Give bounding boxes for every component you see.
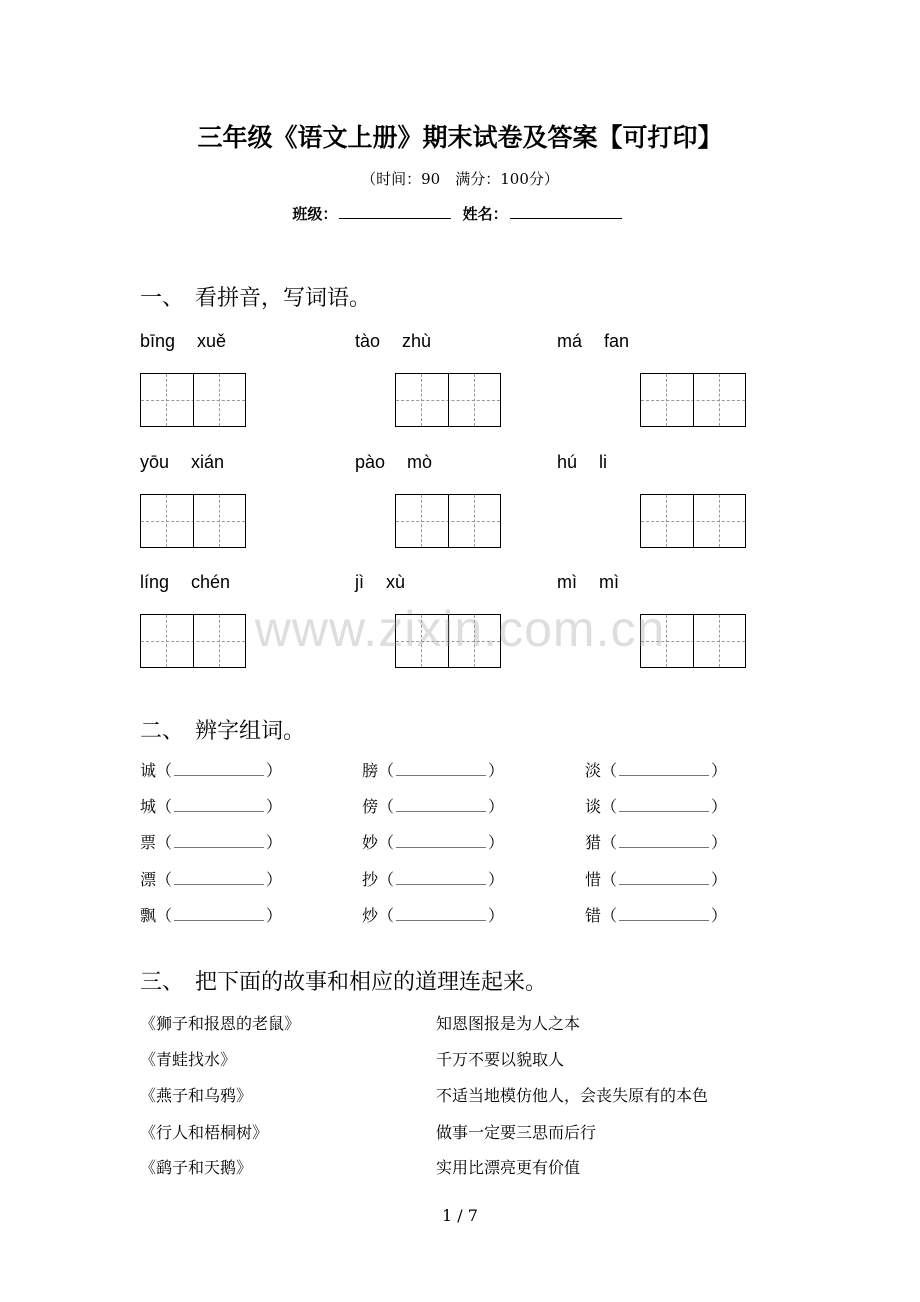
answer-blank[interactable] (396, 835, 486, 848)
char-label: 票 (140, 833, 157, 852)
answer-blank[interactable] (619, 763, 709, 776)
story-title[interactable]: 《青蛙找水》 (140, 1050, 237, 1069)
pinyin-label (140, 452, 246, 473)
char-compound-item (140, 867, 282, 890)
moral-text[interactable]: 千万不要以貌取人 (436, 1050, 565, 1069)
char-label: 炒 (362, 906, 379, 925)
paren-close: ） (711, 761, 728, 780)
pinyin-syllable: yōu (140, 452, 170, 472)
class-blank[interactable] (339, 204, 451, 219)
pinyin-label (557, 572, 641, 593)
char-label: 城 (140, 797, 157, 816)
paren-close: ） (711, 906, 728, 925)
char-label: 错 (585, 906, 602, 925)
paren-open: （ (156, 797, 173, 816)
name-blank[interactable] (510, 204, 622, 219)
writing-grid[interactable] (395, 373, 501, 427)
paren-open: （ (601, 906, 618, 925)
pinyin-syllable: mì (557, 572, 577, 592)
pinyin-syllable: zhù (402, 331, 432, 351)
char-compound-item (362, 830, 504, 853)
char-label: 诚 (140, 761, 157, 780)
paren-open: （ (378, 833, 395, 852)
pinyin-label (355, 572, 427, 593)
char-label: 谈 (585, 797, 602, 816)
answer-blank[interactable] (619, 908, 709, 921)
pinyin-label (140, 572, 252, 593)
char-label: 惜 (585, 870, 602, 889)
pinyin-syllable: chén (191, 572, 231, 592)
name-label: 姓名： (462, 205, 508, 223)
story-title[interactable]: 《行人和梧桐树》 (140, 1123, 269, 1142)
answer-blank[interactable] (174, 872, 264, 885)
pinyin-syllable: xián (191, 452, 225, 472)
pinyin-syllable: líng (140, 572, 170, 592)
paren-open: （ (156, 833, 173, 852)
answer-blank[interactable] (174, 763, 264, 776)
paren-close: ） (488, 833, 505, 852)
paren-open: （ (378, 797, 395, 816)
paren-close: ） (266, 833, 283, 852)
char-compound-item (362, 867, 504, 890)
char-label: 妙 (362, 833, 379, 852)
section3-heading: 三、 把下面的故事和相应的道理连起来。 (140, 970, 548, 995)
moral-text[interactable]: 做事一定要三思而后行 (436, 1123, 597, 1142)
pinyin-syllable: bīng (140, 331, 176, 351)
char-label: 飘 (140, 906, 157, 925)
pinyin-syllable: mò (407, 452, 433, 472)
paren-close: ） (266, 761, 283, 780)
pinyin-syllable: pào (355, 452, 386, 472)
pinyin-label (355, 331, 453, 352)
paren-open: （ (378, 761, 395, 780)
pinyin-syllable: tào (355, 331, 381, 351)
paren-close: ） (711, 870, 728, 889)
paren-close: ） (266, 870, 283, 889)
moral-text[interactable]: 知恩图报是为人之本 (436, 1014, 581, 1033)
paren-close: ） (488, 870, 505, 889)
pinyin-syllable: xù (386, 572, 406, 592)
paren-close: ） (266, 797, 283, 816)
writing-grid[interactable] (140, 494, 246, 548)
paren-close: ） (711, 797, 728, 816)
paren-close: ） (488, 906, 505, 925)
char-compound-item (585, 830, 727, 853)
char-label: 傍 (362, 797, 379, 816)
paren-open: （ (601, 833, 618, 852)
char-label: 猎 (585, 833, 602, 852)
moral-text[interactable]: 实用比漂亮更有价值 (436, 1158, 581, 1177)
answer-blank[interactable] (174, 835, 264, 848)
answer-blank[interactable] (174, 799, 264, 812)
char-label: 淡 (585, 761, 602, 780)
paren-open: （ (378, 906, 395, 925)
char-compound-item (140, 903, 282, 926)
paren-open: （ (156, 870, 173, 889)
writing-grid[interactable] (640, 494, 746, 548)
page-number: 1 / 7 (442, 1206, 478, 1225)
pinyin-syllable: jì (355, 572, 364, 592)
paren-open: （ (156, 906, 173, 925)
answer-blank[interactable] (396, 908, 486, 921)
answer-blank[interactable] (174, 908, 264, 921)
writing-grid[interactable] (640, 373, 746, 427)
answer-blank[interactable] (619, 799, 709, 812)
answer-blank[interactable] (396, 799, 486, 812)
char-label: 抄 (362, 870, 379, 889)
pinyin-label (557, 331, 651, 352)
paren-close: ） (266, 906, 283, 925)
paren-open: （ (156, 761, 173, 780)
watermark: www.zixin.com.cn (254, 601, 666, 657)
answer-blank[interactable] (619, 835, 709, 848)
writing-grid[interactable] (140, 373, 246, 427)
paren-close: ） (711, 833, 728, 852)
answer-blank[interactable] (396, 763, 486, 776)
answer-blank[interactable] (396, 872, 486, 885)
class-label: 班级： (292, 205, 338, 223)
answer-blank[interactable] (619, 872, 709, 885)
paren-open: （ (601, 797, 618, 816)
class-name-line (0, 203, 920, 224)
char-compound-item (585, 903, 727, 926)
section1-heading: 一、 看拼音，写词语。 (140, 286, 372, 311)
pinyin-label (557, 452, 629, 473)
story-title[interactable]: 《鹞子和天鹅》 (140, 1158, 253, 1177)
char-compound-item (362, 758, 504, 781)
char-compound-item (140, 830, 282, 853)
page-title: 三年级《语文上册》期末试卷及答案【可打印】 (197, 123, 723, 152)
paren-open: （ (601, 870, 618, 889)
writing-grid[interactable] (395, 494, 501, 548)
pinyin-syllable: mì (599, 572, 619, 592)
char-compound-item (140, 794, 282, 817)
char-compound-item (585, 758, 727, 781)
char-compound-item (585, 794, 727, 817)
story-title[interactable]: 《狮子和报恩的老鼠》 (140, 1014, 301, 1033)
section2-heading: 二、 辨字组词。 (140, 719, 306, 744)
moral-text[interactable]: 不适当地模仿他人，会丧失原有的本色 (436, 1086, 709, 1105)
paren-close: ） (488, 797, 505, 816)
char-label: 漂 (140, 870, 157, 889)
paren-close: ） (488, 761, 505, 780)
pinyin-syllable: xuě (197, 331, 227, 351)
pinyin-label (355, 452, 454, 473)
paren-open: （ (601, 761, 618, 780)
char-compound-item (362, 794, 504, 817)
paren-open: （ (378, 870, 395, 889)
char-compound-item (585, 867, 727, 890)
story-title[interactable]: 《燕子和乌鸦》 (140, 1086, 253, 1105)
exam-info: （时间：90 满分：100分） (361, 170, 559, 188)
pinyin-label (140, 331, 248, 352)
pinyin-syllable: hú (557, 452, 578, 472)
pinyin-syllable: fan (604, 331, 630, 351)
pinyin-syllable: li (599, 452, 608, 472)
pinyin-syllable: má (557, 331, 583, 351)
char-label: 膀 (362, 761, 379, 780)
char-compound-item (362, 903, 504, 926)
char-compound-item (140, 758, 282, 781)
